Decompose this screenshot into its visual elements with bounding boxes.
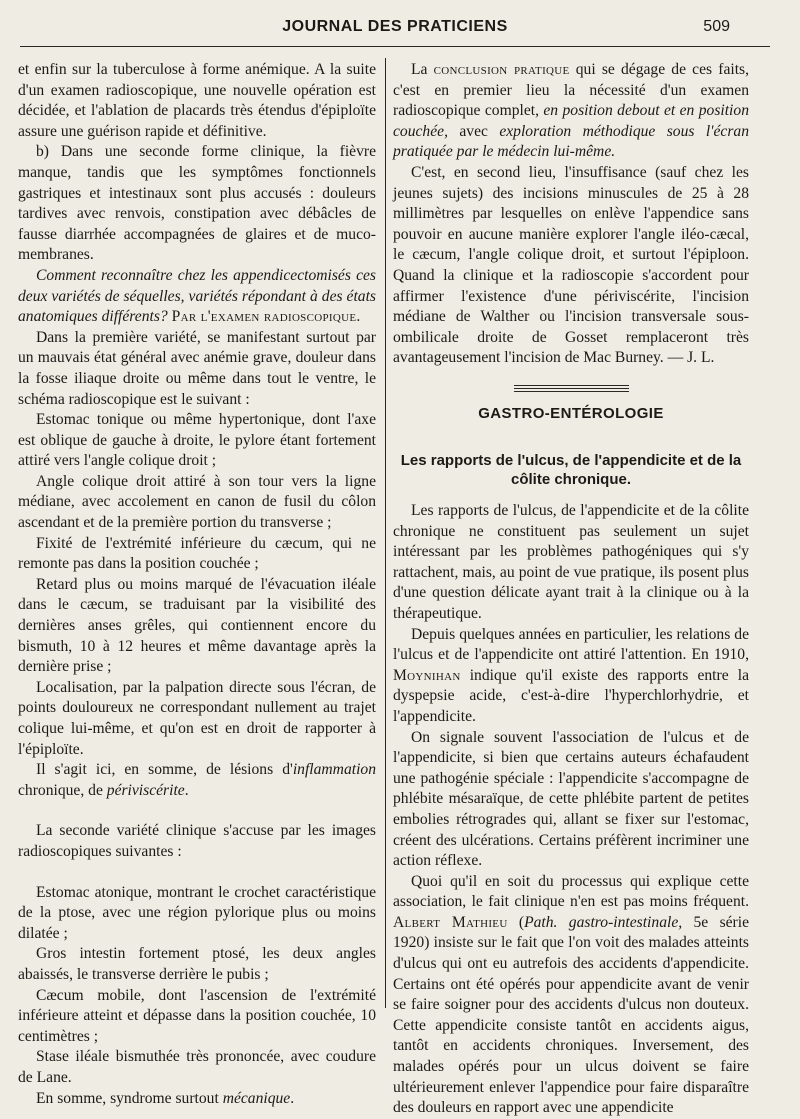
paragraph bbox=[18, 760, 376, 801]
text-run: indique qu'il existe des rapports entre la dyspepsie acide, c'est-à-dire l'hyperchlorhydrie, et l'appendicite. bbox=[393, 666, 749, 725]
spacer bbox=[18, 801, 376, 821]
italic-run: Path. gastro-intestinale, bbox=[524, 913, 683, 931]
article-title: Les rapports de l'ulcus, de l'appendicite et de la côlite chronique. bbox=[400, 452, 742, 488]
text-run: Depuis quelques années en particulier, les relations de l'ulcus et de l'appendicite ont attiré l'attention. En 1910, bbox=[393, 625, 749, 664]
author-name: Albert Mathieu bbox=[393, 913, 508, 931]
conclusion-paragraph bbox=[393, 60, 749, 163]
left-column bbox=[18, 60, 376, 1109]
list-item: Estomac atonique, montrant le crochet caractéristique de la ptose, avec une région pylorique plus ou moins dilatée ; bbox=[18, 883, 376, 942]
list-item: Fixité de l'extrémité inférieure du cæcum, qui ne remonte pas dans la position couchée ; bbox=[18, 534, 376, 573]
question-paragraph bbox=[18, 266, 376, 328]
column-divider bbox=[385, 58, 386, 1008]
list-item: Retard plus ou moins marqué de l'évacuation iléale dans le cæcum, se traduisant par la visibilité des dernières anses grêles, qui contiennent encore du bismuth, 10 à 12 heures et même davantage après la dernière prise ; bbox=[18, 575, 376, 676]
paragraph: On signale souvent l'association de l'ulcus et de l'appendicite, si bien que certains auteurs échafaudent une pathogénie spéciale : l'appendicite s'accompagne de phlébite mésaraïque, de cette phlébite partent de petites embolies rétrogrades qui, allant se fixer sur l'estomac, créent des ulcérations. Certains préfèrent incriminer une action réflexe. bbox=[393, 728, 749, 870]
paragraph bbox=[18, 1089, 376, 1110]
list-item: Localisation, par la palpation directe sous l'écran, de points douloureux ne correspondant nullement au trajet colique lui-même, et qu'on est en droit de rapporter à l'épiploïte. bbox=[18, 678, 376, 758]
text-run: avec bbox=[447, 122, 500, 140]
paragraph: C'est, en second lieu, l'insuffisance (sauf chez les jeunes sujets) des incisions minuscules de 25 à 28 millimètres par lesquelles on enlève l'appendice sans pouvoir en aucune manière explorer l'angle iléo-cæcal, le cæcum, l'angle colique droit, et surtout l'épiploon. Quand la clinique et la radioscopie s'accordent pour affirmer l'existence d'une périviscérite, l'incision médiane de Walther ou l'incision transversale sous-ombilicale droite de Gosset remplaceront très avantageusement l'incision de Mac Burney. — J. L. bbox=[393, 163, 749, 367]
text-run: ( bbox=[507, 913, 525, 931]
list-item: Gros intestin fortement ptosé, les deux angles abaissés, le transverse derrière le pubis ; bbox=[18, 945, 376, 983]
paragraph bbox=[393, 872, 749, 1119]
list-item: Cæcum mobile, dont l'ascension de l'extrémité inférieure atteint et dépasse dans la position couchée, 10 centimètres ; bbox=[18, 986, 376, 1045]
right-column bbox=[393, 60, 749, 1119]
italic-question: Comment reconnaître chez les appendicectomisés ces deux variétés de séquelles, variétés répondant à des états anatomiques différents? bbox=[18, 266, 376, 326]
text-run: La bbox=[411, 61, 434, 78]
italic-run: périviscérite bbox=[106, 781, 185, 799]
italic-run: mécanique bbox=[222, 1089, 291, 1107]
text-run: 5e série 1920) insiste sur le fait que l'on voit des malades atteints d'ulcus qui ont eu autrefois des accidents d'appendicite. Certains ont été opérés pour appendicite avant de venir se faire soigner pour des accidents d'ulcus non douteux. Cette appendicite consiste tantôt en accidents aigus, tantôt en accidents chroniques. Inversement, des malades opérés pour un ulcus doivent se faire ultérieurement enlever l'appendice pour faire disparaître des douleurs en rapport avec une appendicite bbox=[393, 913, 750, 1117]
list-item: Estomac tonique ou même hypertonique, dont l'axe est oblique de gauche à droite, le pylore étant fortement attiré vers l'angle colique droit ; bbox=[18, 411, 376, 470]
paragraph: La seconde variété clinique s'accuse par les images radioscopiques suivantes : bbox=[18, 822, 376, 860]
author-name: Moynihan bbox=[393, 666, 461, 684]
text-run: chronique, de bbox=[18, 781, 107, 799]
text-run: Il s'agit ici, en somme, de lésions d' bbox=[36, 761, 293, 779]
paragraph: Les rapports de l'ulcus, de l'appendicite et de la côlite chronique ne constituent pas seulement un sujet intéressant par les problèmes pathogéniques qui s'y rattachent, mais, au point de vue pratique, ils posent plus d'une question délicate ayant trait à la clinique ou à la thérapeutique. bbox=[393, 502, 749, 622]
section-title: GASTRO-ENTÉROLOGIE bbox=[478, 405, 664, 423]
list-item: Stase iléale bismuthée très prononcée, avec coudure de Lane. bbox=[18, 1048, 376, 1086]
text-run: Quoi qu'il en soit du processus qui explique cette association, le fait clinique n'en est pas moins fréquent. bbox=[393, 872, 749, 911]
page-header bbox=[20, 16, 770, 47]
spacer bbox=[18, 863, 376, 883]
answer-smallcaps: Par l'examen radioscopique. bbox=[171, 308, 361, 326]
italic-run: exploration méthodique sous l'écran pratiquée par le médecin lui-même. bbox=[393, 122, 750, 161]
paragraph: et enfin sur la tuberculose à forme anémique. A la suite d'un examen radioscopique, une nouvelle opération est décidée, et l'ablation de placards très étendus d'épiploïte assure une guérison rapide et définitive. bbox=[18, 61, 376, 140]
list-item: Angle colique droit attiré à son tour vers la ligne médiane, avec accolement en canon de fusil du côlon ascendant et de la première portion du transverse ; bbox=[18, 472, 376, 532]
italic-run: en position debout et en position couchée, bbox=[393, 102, 749, 140]
text-run: En somme, syndrome surtout bbox=[36, 1089, 223, 1107]
paragraph: b) Dans une seconde forme clinique, la fièvre manque, tandis que les symptômes fonctionnels gastriques et intestinaux sont plus accusés : douleurs tardives avec renvois, constipation avec débâcles de fausse diarrhée accompagnées de glaires et de muco-membranes. bbox=[18, 143, 376, 264]
page-number: 509 bbox=[703, 18, 730, 35]
text-run: . bbox=[290, 1089, 295, 1107]
italic-run: inflammation bbox=[292, 761, 376, 779]
smallcaps-run: conclusion pratique bbox=[433, 61, 570, 78]
text-run: qui se dégage de ces faits, c'est en premier lieu la nécessité d'un examen radioscopique complet, bbox=[393, 61, 749, 120]
text-run: . bbox=[184, 781, 189, 799]
paragraph: Dans la première variété, se manifestant surtout par un mauvais état général avec anémie grave, douleur dans la fosse iliaque droite ou même dans tout le ventre, le schéma radioscopique est le suivant : bbox=[18, 328, 376, 408]
journal-title: JOURNAL DES PRATICIENS bbox=[282, 18, 508, 35]
decorative-rule bbox=[514, 385, 629, 393]
paragraph bbox=[393, 625, 749, 728]
